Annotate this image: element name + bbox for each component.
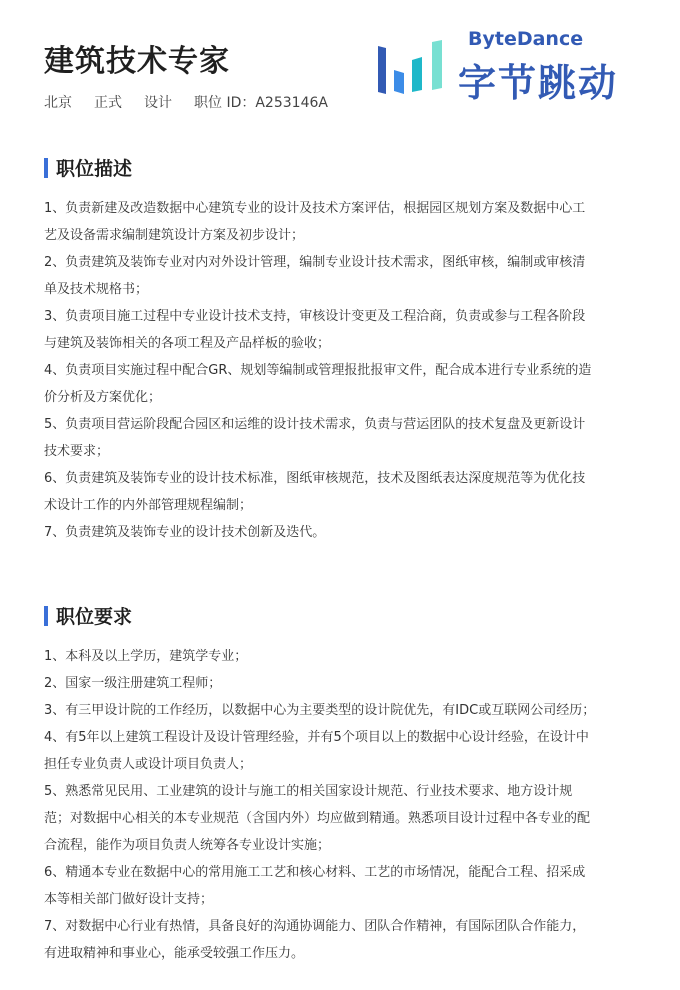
logo-english-text: ByteDance (468, 28, 584, 50)
requirement-line: 4、有5年以上建筑工程设计及设计管理经验，并有5个项目以上的数据中心设计经验，在设计中 (44, 730, 589, 745)
requirement-line: 范；对数据中心相关的本专业规范（含国内外）均应做到精通。熟悉项目设计过程中各专业的配 (44, 811, 591, 826)
requirement-line: 本等相关部门做好设计支持； (44, 892, 214, 907)
section-heading (44, 154, 644, 181)
description-list (44, 195, 644, 546)
requirement-line: 1、本科及以上学历，建筑学专业； (44, 649, 248, 664)
requirement-line: 6、精通本专业在数据中心的常用施工工艺和核心材料、工艺的市场情况，能配合工程、招采成 (44, 865, 586, 880)
job-requirements-section (44, 602, 644, 967)
description-line: 术设计工作的内外部管理规程编制； (44, 498, 253, 513)
job-type: 正式 (94, 95, 122, 111)
description-line: 6、负责建筑及装饰专业的设计技术标准，图纸审核规范，技术及图纸表达深度规范等为优化技 (44, 471, 586, 486)
logo-chinese-text: 字节跳动 (458, 61, 619, 105)
description-line: 5、负责项目营运阶段配合园区和运维的设计技术需求，负责与营运团队的技术复盘及更新设计 (44, 417, 586, 432)
job-category: 设计 (144, 95, 172, 111)
section-accent-bar (44, 158, 48, 178)
requirement-line: 3、有三甲设计院的工作经历，以数据中心为主要类型的设计院优先，有IDC或互联网公司经历； (44, 703, 596, 718)
description-line: 1、负责新建及改造数据中心建筑专业的设计及技术方案评估，根据园区规划方案及数据中心工 (44, 201, 586, 216)
requirement-line: 有进取精神和事业心，能承受较强工作压力。 (44, 946, 305, 961)
logo-bar-3 (412, 57, 422, 92)
description-line: 艺及设备需求编制建筑设计方案及初步设计； (44, 228, 305, 243)
requirement-line: 7、对数据中心行业有热情，具备良好的沟通协调能力、团队合作精神，有国际团队合作能力， (44, 919, 586, 934)
description-line: 4、负责项目实施过程中配合GR、规划等编制或管理报批报审文件，配合成本进行专业系统的造 (44, 363, 592, 378)
description-line: 单及技术规格书； (44, 282, 149, 297)
description-line: 3、负责项目施工过程中专业设计技术支持，审核设计变更及工程洽商，负责或参与工程各阶段 (44, 309, 586, 324)
description-line: 2、负责建筑及装饰专业对内对外设计管理，编制专业设计技术需求，图纸审核，编制或审核清 (44, 255, 586, 270)
logo-bar-1 (378, 46, 386, 94)
page-title: 建筑技术专家 (44, 44, 230, 79)
job-description-section (44, 154, 644, 546)
description-line: 与建筑及装饰相关的各项工程及产品样板的验收； (44, 336, 331, 351)
requirement-line: 合流程，能作为项目负责人统筹各专业设计实施； (44, 838, 331, 853)
bytedance-logo (376, 28, 646, 105)
job-location: 北京 (44, 95, 72, 111)
description-line: 技术要求； (44, 444, 110, 459)
requirement-line: 担任专业负责人或设计项目负责人； (44, 757, 253, 772)
requirement-line: 5、熟悉常见民用、工业建筑的设计与施工的相关国家设计规范、行业技术要求、地方设计规 (44, 784, 573, 799)
description-line: 7、负责建筑及装饰专业的设计技术创新及迭代。 (44, 525, 326, 540)
logo-bar-4 (432, 40, 442, 90)
job-id: 职位 ID：A253146A (194, 95, 328, 111)
requirements-list (44, 643, 644, 967)
section-heading (44, 602, 644, 629)
section-heading-text: 职位描述 (56, 158, 133, 180)
description-line: 价分析及方案优化； (44, 390, 162, 405)
requirement-line: 2、国家一级注册建筑工程师； (44, 676, 222, 691)
section-heading-text: 职位要求 (56, 606, 133, 628)
logo-bar-2 (394, 70, 404, 94)
job-meta (44, 92, 328, 112)
bytedance-logo-icon (376, 40, 448, 96)
section-accent-bar (44, 606, 48, 626)
